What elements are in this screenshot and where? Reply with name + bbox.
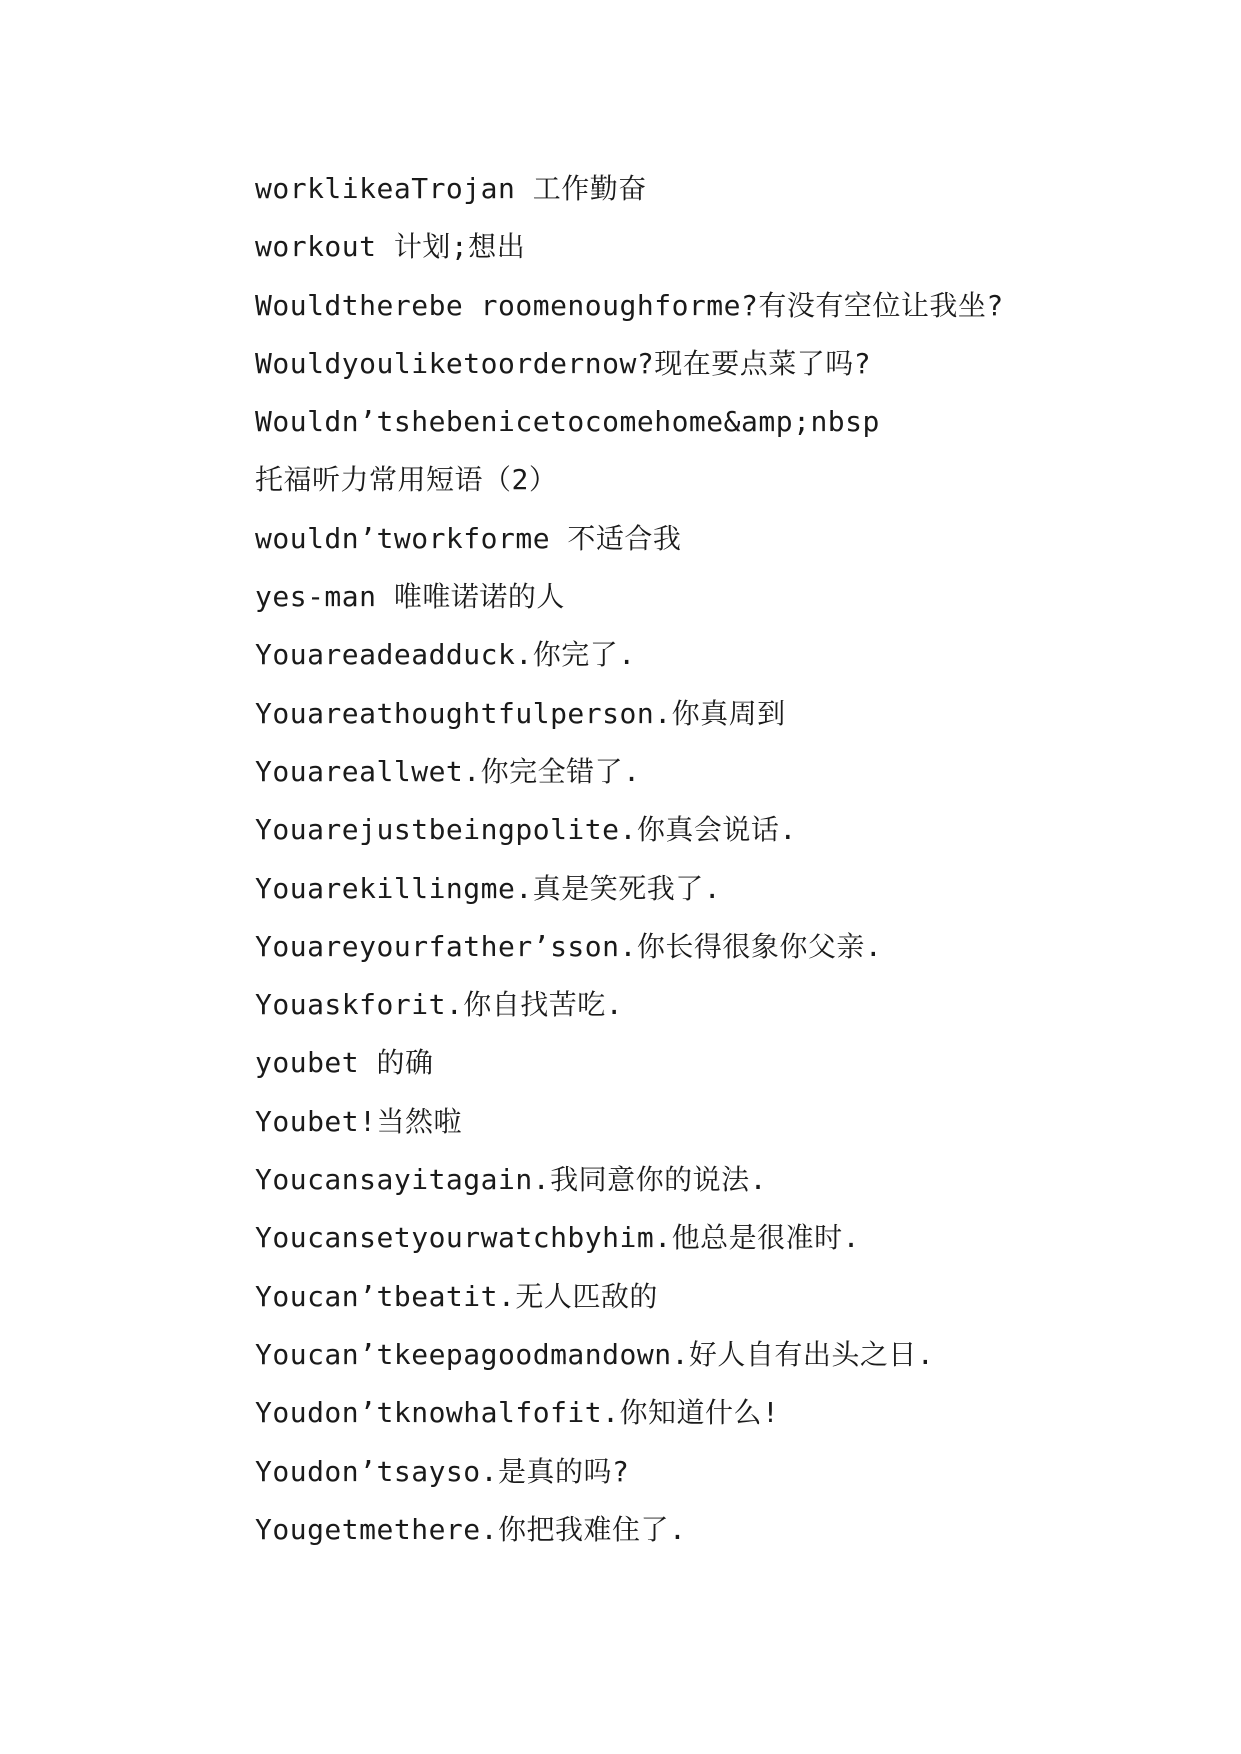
phrase-line: youbet 的确 (255, 1046, 434, 1080)
phrase-line: Youbet!当然啦 (255, 1104, 463, 1138)
phrase-line: Yougetmethere.你把我难住了. (255, 1512, 687, 1546)
phrase-line: Youdon’tsayso.是真的吗? (255, 1454, 630, 1488)
phrase-line: workout 计划;想出 (255, 230, 526, 264)
phrase-line: worklikeaTrojan 工作勤奋 (255, 172, 647, 205)
phrase-line: Wouldyouliketoordernow?现在要点菜了吗? (255, 346, 872, 380)
phrase-line: Wouldtherebe roomenoughforme?有没有空位让我坐? (255, 288, 1004, 322)
phrase-line: Youcan’tkeepagoodmandown.好人自有出头之日. (255, 1337, 935, 1371)
phrase-line: Youareathoughtfulperson.你真周到 (255, 696, 786, 730)
phrase-line: Youcansetyourwatchbyhim.他总是很准时. (255, 1221, 860, 1255)
section-heading: 托福听力常用短语（2） (255, 463, 558, 497)
phrase-line: Youareallwet.你完全错了. (255, 754, 641, 788)
phrase-line: Youareadeadduck.你完了. (255, 638, 636, 672)
phrase-line: wouldn’tworkforme 不适合我 (255, 521, 682, 555)
phrase-line: yes-man 唯唯诺诺的人 (255, 580, 565, 614)
phrase-line: Youdon’tknowhalfofit.你知道什么! (255, 1396, 780, 1430)
phrase-line: Wouldn’tshebenicetocomehome&amp;nbsp (255, 405, 880, 439)
phrase-line: Youcan’tbeatit.无人匹敌的 (255, 1279, 658, 1313)
phrase-line: Youareyourfather’sson.你长得很象你父亲. (255, 929, 883, 963)
phrase-line: Youcansayitagain.我同意你的说法. (255, 1163, 767, 1197)
phrase-line: Youaskforit.你自找苦吃. (255, 988, 624, 1022)
phrase-list (255, 160, 1155, 1559)
phrase-line: Youarekillingme.真是笑死我了. (255, 871, 722, 905)
phrase-line: Youarejustbeingpolite.你真会说话. (255, 813, 797, 847)
